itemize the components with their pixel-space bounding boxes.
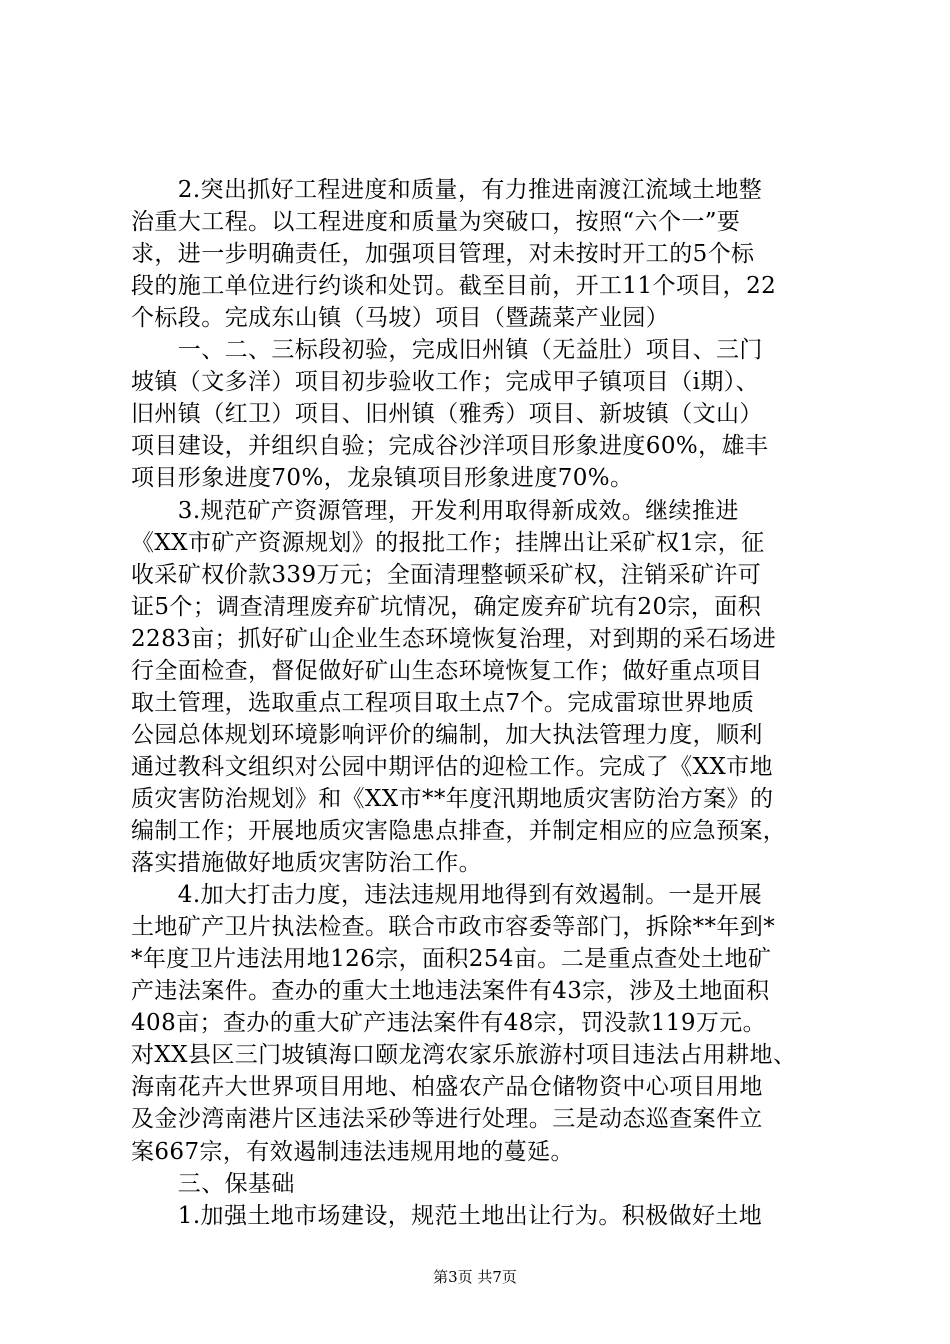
- text-line: 治重大工程。以工程进度和质量为突破口，按照“六个一”要: [131, 209, 741, 236]
- text-line: 项目形象进度70%，龙泉镇项目形象进度70%。: [131, 465, 634, 492]
- text-line: 2283亩；抓好矿山企业生态环境恢复治理，对到期的采石场进: [131, 625, 777, 652]
- text-line: 4.加大打击力度，违法违规用地得到有效遏制。一是开展: [131, 882, 763, 909]
- text-line: 一、二、三标段初验，完成旧州镇（无益肚）项目、三门: [131, 337, 763, 364]
- text-line: 通过教科文组织对公园中期评估的迎检工作。完成了《XX市地: [131, 753, 773, 780]
- text-line: 产违法案件。查办的重大土地违法案件有43宗，涉及土地面积: [131, 978, 770, 1005]
- text-line: 海南花卉大世界项目用地、柏盛农产品仓储物资中心项目用地: [131, 1074, 763, 1101]
- text-line: 旧州镇（红卫）项目、旧州镇（雅秀）项目、新坡镇（文山）: [131, 401, 763, 428]
- text-line: 段的施工单位进行约谈和处罚。截至目前，开工11个项目，22: [131, 273, 777, 300]
- text-line: 公园总体规划环境影响评价的编制，加大执法管理力度，顺利: [131, 721, 763, 748]
- text-line: 项目建设，并组织自验；完成谷沙洋项目形象进度60%，雄丰: [131, 433, 769, 460]
- text-line: 案667宗，有效遏制违法违规用地的蔓延。: [131, 1138, 574, 1165]
- text-line: 收采矿权价款339万元；全面清理整顿采矿权，注销采矿许可: [131, 561, 762, 588]
- page-footer: 第3页 共7页: [433, 1268, 517, 1286]
- text-line: 1.加强土地市场建设，规范土地出让行为。积极做好土地: [131, 1202, 763, 1229]
- text-line: 2.突出抓好工程进度和质量，有力推进南渡江流域土地整: [131, 177, 763, 203]
- text-line: 质灾害防治规划》和《XX市**年度汛期地质灾害防治方案》的: [131, 785, 774, 812]
- text-line: 证5个；调查清理废弃矿坑情况，确定废弃矿坑有20宗，面积: [131, 593, 762, 620]
- text-line: 编制工作；开展地质灾害隐患点排查，并制定相应的应急预案，: [131, 818, 787, 844]
- text-line: 坡镇（文多洋）项目初步验收工作；完成甲子镇项目（i期）、: [131, 369, 760, 396]
- text-line: 及金沙湾南港片区违法采砂等进行处理。三是动态巡查案件立: [131, 1106, 763, 1133]
- text-line: 落实措施做好地质灾害防治工作。: [131, 850, 482, 877]
- text-line: *年度卫片违法用地126宗，面积254亩。二是重点查处土地矿: [131, 946, 772, 973]
- text-line: 三、保基础: [131, 1170, 295, 1197]
- text-line: 3.规范矿产资源管理，开发利用取得新成效。继续推进: [131, 497, 739, 524]
- text-line: 行全面检查，督促做好矿山生态环境恢复工作；做好重点项目: [131, 657, 763, 684]
- text-line: 取土管理，选取重点工程项目取土点7个。完成雷琼世界地质: [131, 689, 755, 716]
- text-line: 个标段。完成东山镇（马坡）项目（暨蔬菜产业园）: [131, 305, 670, 332]
- text-line: 对XX县区三门坡镇海口颐龙湾农家乐旅游村项目违法占用耕地、: [131, 1042, 797, 1069]
- text-line: 408亩；查办的重大矿产违法案件有48宗，罚没款119万元。: [131, 1010, 767, 1037]
- text-line: 《XX市矿产资源规划》的报批工作；挂牌出让采矿权1宗，征: [131, 529, 765, 556]
- text-line: 求，进一步明确责任，加强项目管理，对未按时开工的5个标: [131, 241, 755, 268]
- text-line: 土地矿产卫片执法检查。联合市政市容委等部门，拆除**年到*: [131, 914, 776, 941]
